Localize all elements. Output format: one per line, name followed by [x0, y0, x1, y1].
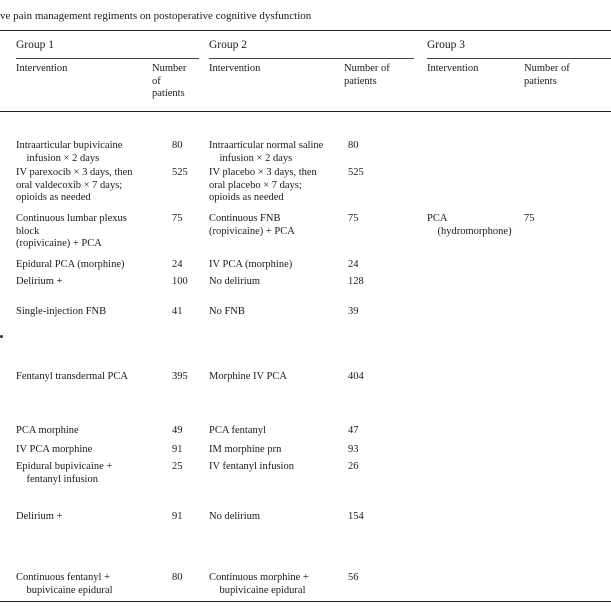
group-1-patient-count: 80: [172, 140, 183, 151]
intervention-line: Single-injection FNB: [16, 306, 107, 317]
intervention-line: infusion × 2 days: [209, 152, 293, 164]
group-2-patient-count: 404: [348, 371, 364, 382]
group-2-underline: [209, 58, 414, 59]
group-2-patient-count: 93: [348, 444, 359, 455]
group-2-patient-count: 56: [348, 572, 359, 583]
intervention-line: IV PCA morphine: [16, 444, 93, 455]
top-rule: [0, 30, 611, 31]
intervention-line: Epidural PCA (morphine): [16, 259, 125, 270]
group-1-header: Group 1: [16, 39, 55, 51]
g1-number-header: Number of patients: [152, 63, 187, 99]
group-2-patient-count: 75: [348, 213, 359, 224]
group-1-patient-count: 24: [172, 259, 183, 270]
intervention-line: Continuous lumbar plexus: [16, 213, 127, 224]
intervention-line: No FNB: [209, 306, 245, 317]
header-rule: [0, 111, 611, 112]
intervention-line: infusion × 2 days: [16, 152, 100, 164]
margin-mark: [0, 335, 3, 338]
g3-number-header: Number of patients: [524, 63, 570, 87]
group-2-intervention-cell: [209, 140, 323, 165]
group-1-patient-count: 49: [172, 425, 183, 436]
group-1-patient-count: 525: [172, 167, 188, 178]
intervention-line: PCA: [427, 213, 448, 224]
group-1-patient-count: 100: [172, 276, 188, 287]
intervention-line: IV fentanyl infusion: [209, 461, 294, 472]
intervention-line: oral placebo × 7 days;: [209, 179, 302, 191]
intervention-line: fentanyl infusion: [16, 473, 98, 485]
group-1-intervention-cell: [16, 572, 113, 597]
group-2-intervention-cell: [209, 213, 295, 238]
bottom-rule: [0, 601, 611, 602]
group-2-intervention-cell: [209, 306, 245, 319]
intervention-line: No delirium: [209, 511, 261, 522]
intervention-line: Continuous morphine +: [209, 572, 309, 583]
group-1-patient-count: 395: [172, 371, 188, 382]
intervention-line: block: [16, 225, 40, 237]
group-2-intervention-cell: [209, 425, 266, 438]
intervention-line: IV PCA (morphine): [209, 259, 293, 270]
group-3-patient-count: 75: [524, 213, 535, 224]
group-2-intervention-cell: [209, 371, 287, 384]
group-2-patient-count: 154: [348, 511, 364, 522]
group-1-patient-count: 80: [172, 572, 183, 583]
group-1-patient-count: 75: [172, 213, 183, 224]
group-2-patient-count: 26: [348, 461, 359, 472]
intervention-line: oral valdecoxib × 7 days;: [16, 179, 123, 191]
group-1-intervention-cell: [16, 511, 62, 524]
group-1-patient-count: 91: [172, 444, 183, 455]
intervention-line: Morphine IV PCA: [209, 371, 287, 382]
group-2-patient-count: 80: [348, 140, 359, 151]
group-2-intervention-cell: [209, 167, 317, 205]
group-1-intervention-cell: [16, 276, 62, 289]
intervention-line: IM morphine prn: [209, 444, 282, 455]
intervention-line: bupivicaine epidural: [209, 584, 306, 596]
group-1-intervention-cell: [16, 444, 92, 457]
group-3-header: Group 3: [427, 39, 466, 51]
intervention-line: Epidural bupivicaine +: [16, 461, 113, 472]
group-1-intervention-cell: [16, 167, 133, 205]
group-2-intervention-cell: [209, 572, 309, 597]
intervention-line: Continuous FNB: [209, 213, 281, 224]
intervention-line: Intraarticular normal saline: [209, 140, 324, 151]
group-2-patient-count: 39: [348, 306, 359, 317]
group-3-underline: [427, 58, 611, 59]
group-2-intervention-cell: [209, 276, 260, 289]
intervention-line: IV parexocib × 3 days, then: [16, 167, 133, 178]
intervention-line: Fentanyl transdermal PCA: [16, 371, 128, 382]
g2-number-header: Number of patients: [344, 63, 390, 87]
group-1-patient-count: 25: [172, 461, 183, 472]
group-2-intervention-cell: [209, 444, 281, 457]
intervention-line: No delirium: [209, 276, 261, 287]
intervention-line: bupivicaine epidural: [16, 584, 113, 596]
group-2-header: Group 2: [209, 39, 248, 51]
group-2-patient-count: 525: [348, 167, 364, 178]
group-1-intervention-cell: [16, 371, 128, 384]
intervention-line: Delirium +: [16, 511, 63, 522]
group-1-intervention-cell: [16, 425, 79, 438]
group-2-patient-count: 47: [348, 425, 359, 436]
intervention-line: Intraarticular bupivicaine: [16, 140, 123, 151]
table-caption: ve pain management regiments on postoperative cognitive dysfunction: [0, 10, 312, 22]
group-1-patient-count: 41: [172, 306, 183, 317]
intervention-line: IV placebo × 3 days, then: [209, 167, 317, 178]
intervention-line: (hydromorphone): [427, 225, 512, 237]
intervention-line: PCA morphine: [16, 425, 79, 436]
group-1-intervention-cell: [16, 259, 125, 272]
intervention-line: opioids as needed: [209, 192, 284, 203]
g2-intervention-header: Intervention: [209, 63, 261, 74]
g3-intervention-header: Intervention: [427, 63, 479, 74]
intervention-line: Delirium +: [16, 276, 63, 287]
group-2-intervention-cell: [209, 259, 292, 272]
intervention-line: PCA fentanyl: [209, 425, 266, 436]
group-1-underline: [16, 58, 199, 59]
group-2-patient-count: 128: [348, 276, 364, 287]
group-2-intervention-cell: [209, 461, 294, 474]
group-1-intervention-cell: [16, 306, 106, 319]
group-1-patient-count: 91: [172, 511, 183, 522]
intervention-line: (ropivicaine) + PCA: [209, 225, 295, 237]
g1-intervention-header: Intervention: [16, 63, 68, 74]
group-1-intervention-cell: [16, 213, 127, 251]
group-2-intervention-cell: [209, 511, 260, 524]
intervention-line: (ropivicaine) + PCA: [16, 238, 102, 249]
intervention-line: opioids as needed: [16, 192, 91, 203]
group-1-intervention-cell: [16, 461, 112, 486]
intervention-line: Continuous fentanyl +: [16, 572, 110, 583]
group-2-patient-count: 24: [348, 259, 359, 270]
group-3-intervention-cell: [427, 213, 512, 238]
group-1-intervention-cell: [16, 140, 122, 165]
